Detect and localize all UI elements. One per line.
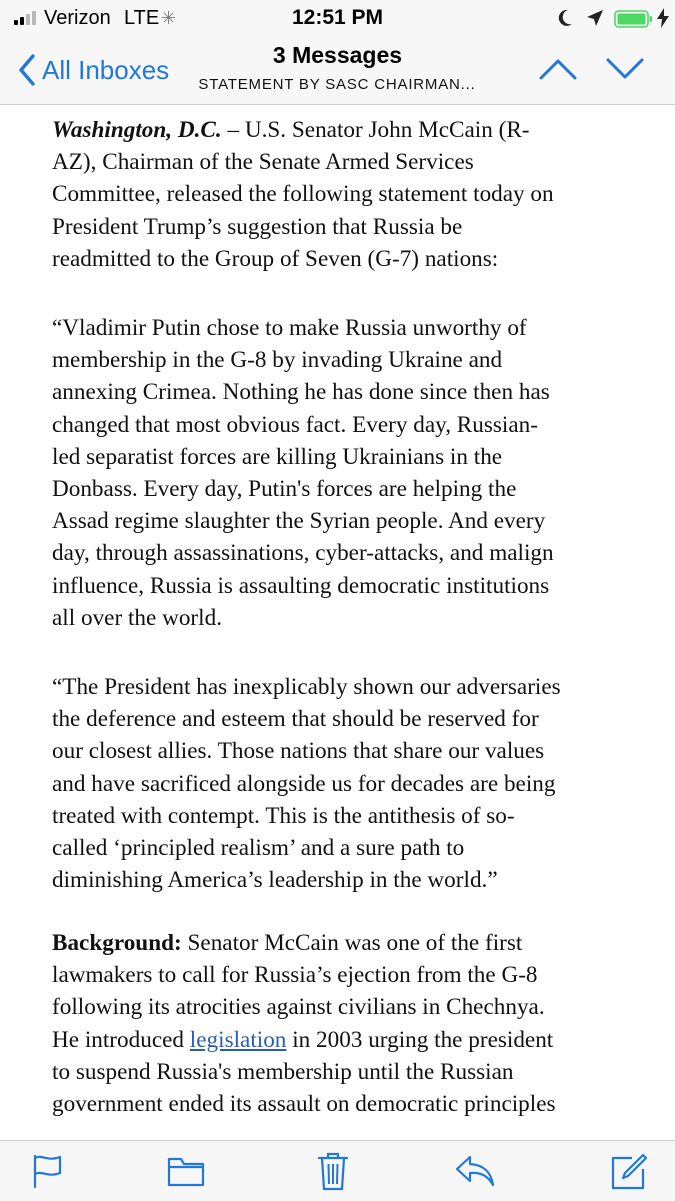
status-time: 12:51 PM [291,6,384,29]
back-to-all-inboxes-button[interactable] [18,50,169,90]
activity-spinner-icon: ✳ [161,8,177,28]
quote-paragraph-2: “The President has inexplicably shown our adversaries the deference and esteem that should be reserved for our closest allies. Those nations that share our values and have sacrificed alongside us for decades are being treated with contempt. This is the antithesis of so- called ‘principled realism’ and a sure path to diminishing America’s leadership in the world.” [52,674,561,894]
folder-icon[interactable] [166,1153,206,1189]
moon-icon [556,8,574,28]
bottom-toolbar [0,1140,675,1201]
status-bar [0,0,675,36]
carrier-label: Verizon [44,7,111,29]
thread-title: 3 Messages [272,42,403,68]
thread-subject: STATEMENT BY SASC CHAIRMAN... [198,76,476,93]
network-label: LTE [124,7,160,29]
legislation-link[interactable]: legislation [189,1026,287,1053]
dateline: Washington, D.C. [52,117,222,143]
flag-icon[interactable] [30,1153,66,1189]
next-message-button[interactable] [605,56,645,82]
location-arrow-icon [586,9,604,27]
charging-bolt-icon [657,8,669,28]
trash-icon[interactable] [316,1150,350,1192]
navigation-bar [0,36,675,105]
compose-icon[interactable] [610,1153,648,1191]
back-button-label: All Inboxes [42,54,170,85]
intro-paragraph: Washington, D.C. – U.S. Senator John McCain (R- AZ), Chairman of the Senate Armed Services Committee, released the following statement today on President Trump’s suggestion that Russia be readmitted to the Group of Seven (G-7) nations: [52,117,554,272]
background-paragraph: Background: Senator McCain was one of the first lawmakers to call for Russia’s ejection from the G-8 following its atrocities against civilians in Chechnya. He introduced legislation in 2003 urging the president to suspend Russia's membership until the Russian government ended its assault on democratic principles [52,930,556,1118]
reply-icon[interactable] [454,1153,496,1189]
chevron-left-icon [18,54,36,86]
previous-message-button[interactable] [538,56,578,82]
message-body[interactable] [52,104,652,1140]
battery-icon [614,10,654,28]
background-heading: Background: [52,930,182,956]
quote-paragraph-1: “Vladimir Putin chose to make Russia unworthy of membership in the G-8 by invading Ukraine and annexing Crimea. Nothing he has done since then has changed that most obvious fact. Every day, Russian- led separatist forces are killing Ukrainians in the Donbass. Every day, Putin's forces are helping the Assad regime slaughter the Syrian people. And every day, through assassinations, cyber-attacks, and malign influence, Russia is assaulting democratic institutions all over the world. [52,315,554,631]
